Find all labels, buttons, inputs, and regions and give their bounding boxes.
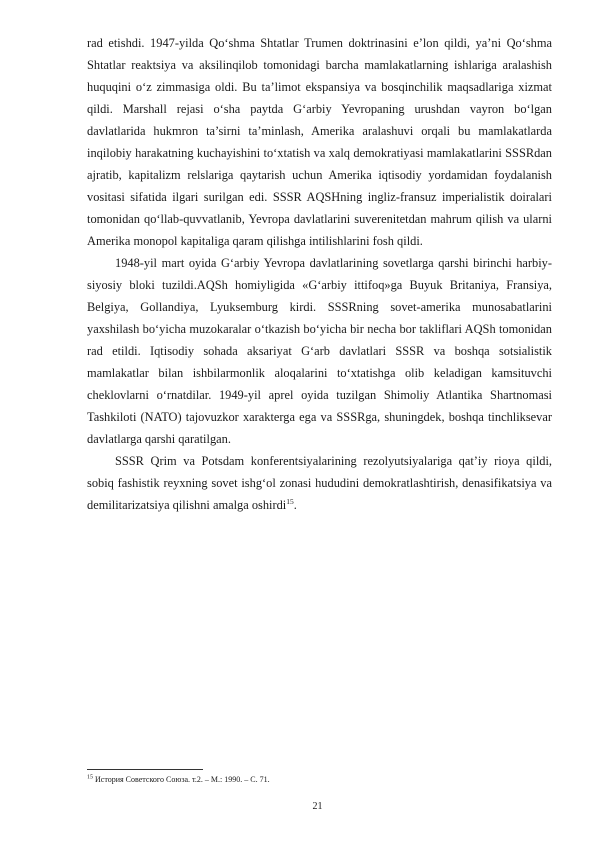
footnote: [87, 774, 552, 785]
page-number: 21: [312, 801, 323, 812]
paragraph-3-end: .: [293, 498, 297, 512]
footnote-separator: [87, 769, 203, 770]
paragraph-2: 1948-yil mart oyida G‘arbiy Yevropa davlatlarining sovetlarga qarshi birinchi harbiy-siyosiy bloki tuzildi.AQSh homiyligida «G‘arbiy ittifoq»ga Buyuk Britaniya, Fransiya, Belgiya, Gollandiya, Lyuksemburg kirdi. SSSRning sovet-amerika munosabatlarini yaxshilash bo‘yicha muzokaralar o‘tkazish bo‘yicha bir necha bor takliflari AQSh tomonidan rad etildi. Iqtisodiy sohada aksariyat G‘arb davlatlari SSSR va boshqa sotsialistik mamlakatlar bilan ishbilarmonlik aloqalarini to‘xtatishga olib keladigan kamsituvchi cheklovlarni o‘rnatdilar. 1949-yil aprel oyida tuzilgan Shimoliy Atlantika Shartnomasi Tashkiloti (NATO) tajovuzkor xarakterga ega va SSSRga, shuningdek, boshqa tinchliksevar davlatlarga qarshi qaratilgan.: [87, 256, 552, 446]
paragraph-3-text: SSSR Qrim va Potsdam konferentsiyalarining rezolyutsiyalariga qat’iy rioya qildi, sobiq fashistik reyxning sovet ishg‘ol zonasi hududini demokratlashtirish, denasifikatsiya va demilitarizatsiya qilishni amalga oshirdi: [87, 454, 552, 512]
paragraph-3: [87, 450, 552, 516]
footnote-text: История Советского Союза. т.2. – М.: 1990. – С. 71.: [93, 775, 270, 784]
body-text: [87, 32, 552, 516]
paragraph-1: rad etishdi. 1947-yilda Qo‘shma Shtatlar Trumen doktrinasini e’lon qildi, ya’ni Qo‘shma Shtatlar reaktsiya va aksilinqilob tomonidagi barcha mamlakatlarning ishlariga aralashish huquqini o‘z zimmasiga oldi. Bu ta’limot ekspansiya va bosqinchilik maqsadlariga xizmat qildi. Marshall rejasi o‘sha paytda G‘arbiy Yevropaning urushdan vayron bo‘lgan davlatlarida hukmron ta’sirni ta’minlash, Amerika aralashuvi orqali bu mamlakatlarda inqilobiy harakatning kuchayishini to‘xtatish va xalq demokratiyasi mamlakatlarini SSSRdan ajratib, kapitalizm relslariga qaytarish uchun Amerika iqtisodiy yordamidan foydalanish vositasi sifatida ilgari surilgan edi. SSSR AQSHning ingliz-fransuz imperialistik doiralari tomonidan qo‘llab-quvvatlanib, Yevropa davlatlarini suverenitetdan mahrum qilish va ularni Amerika monopol kapitaliga qaram qilishga intilishlarini fosh qildi.: [87, 36, 552, 248]
footnote-number: 15: [87, 774, 93, 781]
footnote-reference[interactable]: 15: [286, 496, 294, 506]
